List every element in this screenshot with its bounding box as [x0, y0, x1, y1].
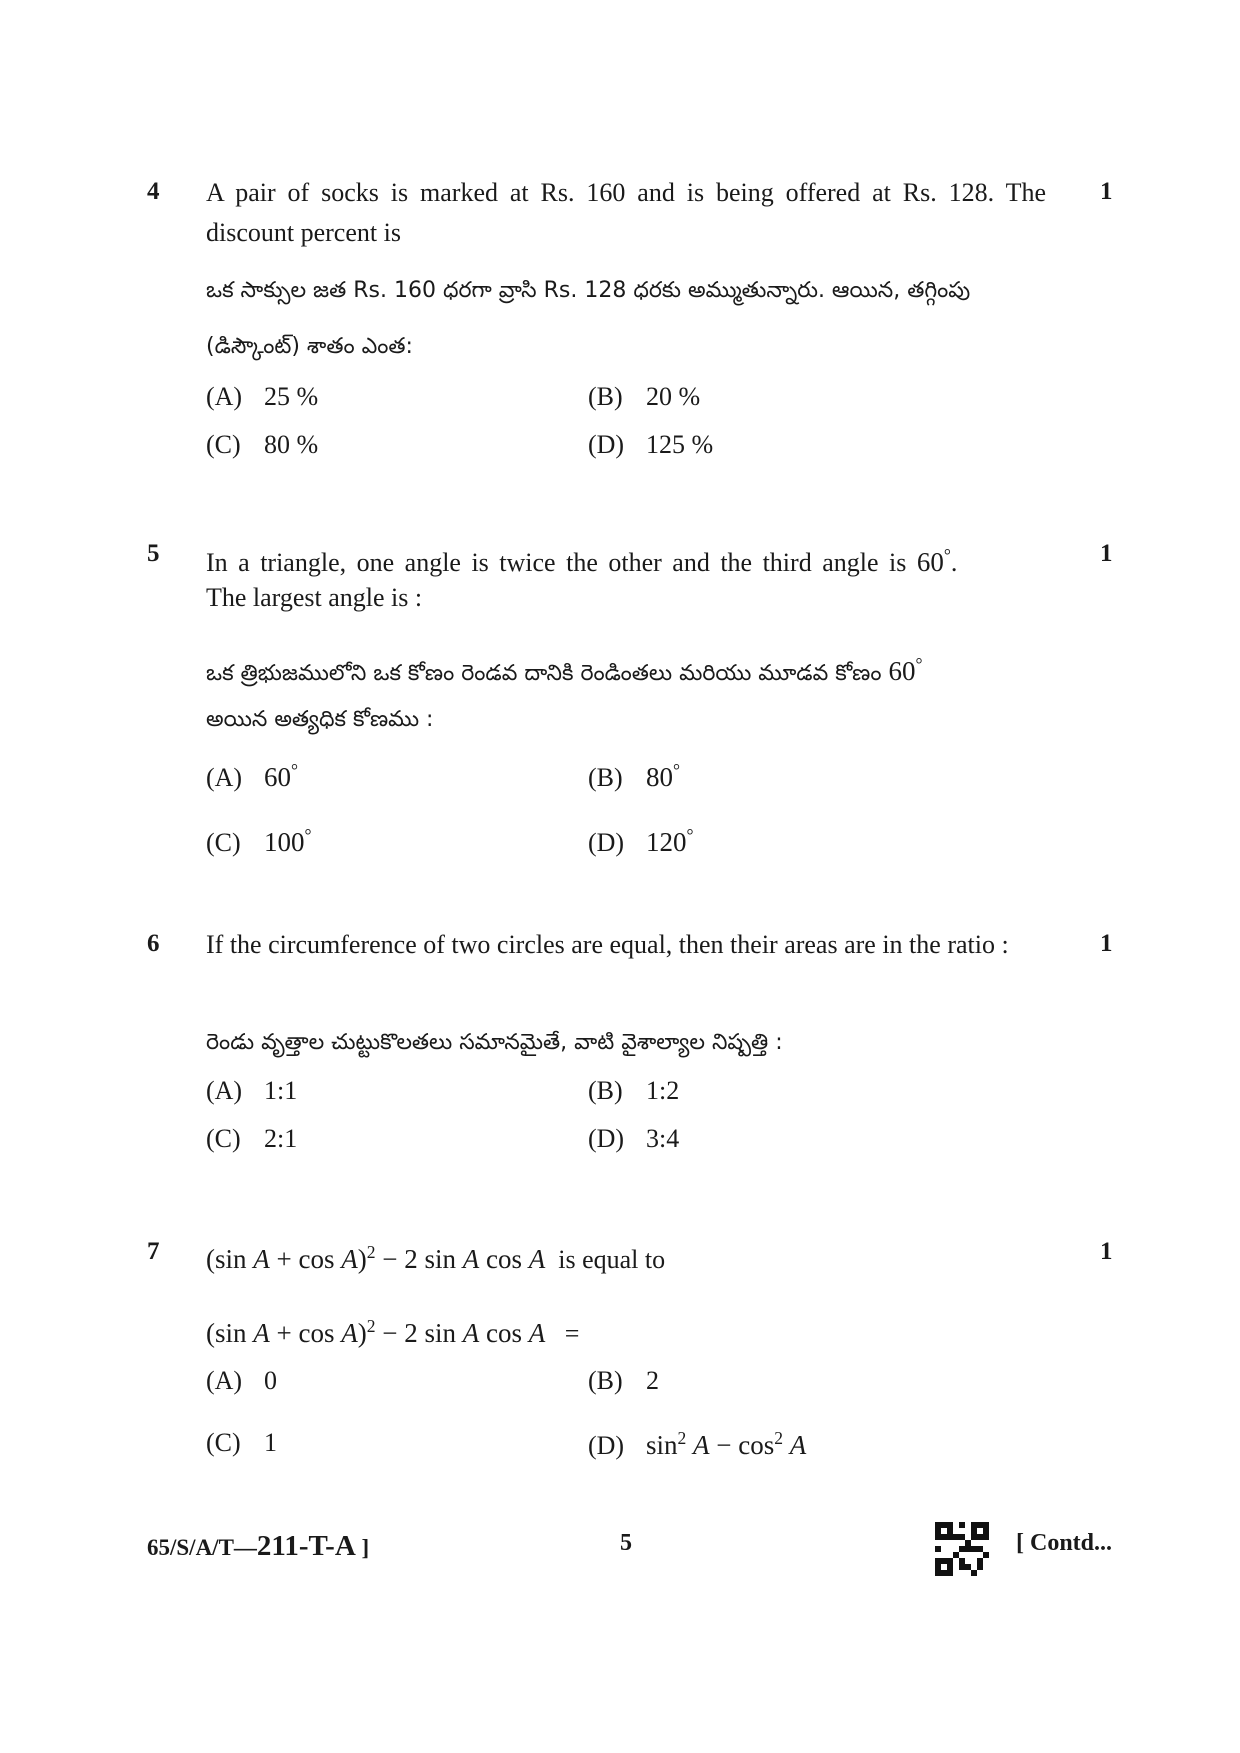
question-marks: 1	[1100, 178, 1113, 205]
option-d[interactable]	[588, 1124, 679, 1154]
option-text: 2	[646, 1366, 659, 1395]
option-label: (C)	[206, 430, 241, 459]
question-text-english-line-1: In a triangle, one angle is twice the other and the third angle is 60°.	[206, 545, 958, 577]
option-label: (A)	[206, 763, 243, 792]
trig-expression: (sin A + cos A)$^2$ − 2 sin A cos A	[206, 1242, 546, 1274]
option-label: (D)	[588, 430, 625, 459]
option-label: (D)	[588, 1124, 625, 1153]
option-a[interactable]	[206, 1076, 297, 1106]
option-label: (C)	[206, 1124, 241, 1153]
option-label: (B)	[588, 382, 623, 411]
option-text: 1	[264, 1428, 277, 1457]
angle-value: 60°	[888, 654, 923, 686]
option-label: (A)	[206, 1366, 243, 1395]
question-marks: 1	[1100, 1238, 1113, 1265]
option-label: (C)	[206, 1428, 241, 1457]
option-b[interactable]	[588, 760, 680, 793]
question-text-telugu: రెండు వృత్తాల చుట్టుకొలతలు సమానమైతే, వాటి వైశాల్యాల నిష్పత్తి :	[206, 1030, 783, 1055]
question-marks: 1	[1100, 930, 1113, 957]
question-text-telugu-line-1: ఒక సాక్సుల జత Rs. 160 ధరగా వ్రాసి Rs. 128 ధరకు అమ్ముతున్నారు. ఆయిన, తగ్గింపు	[206, 278, 971, 303]
equals-sign: =	[564, 1319, 580, 1348]
angle-value: 60°	[916, 545, 951, 577]
question-number: 5	[147, 540, 160, 567]
question-expression-english	[206, 1232, 1046, 1280]
option-text: 60°	[264, 760, 299, 792]
paper-code: 65/S/A/T—211-T-A ]	[147, 1530, 370, 1562]
question-expression-telugu	[206, 1306, 1046, 1354]
question-text-english: A pair of socks is marked at Rs. 160 and is being offered at Rs. 128. The discount percent is	[206, 178, 1046, 247]
question-text-english-line-2: The largest angle is :	[206, 583, 423, 612]
question-number: 7	[147, 1238, 160, 1265]
question-text: is equal to	[558, 1245, 666, 1274]
option-label: (A)	[206, 1076, 243, 1105]
question-marks: 1	[1100, 540, 1113, 567]
option-text: 80°	[646, 760, 681, 792]
option-text: 100°	[264, 825, 312, 857]
option-text: 2:1	[264, 1124, 298, 1153]
option-text: 120°	[646, 825, 694, 857]
question-number: 6	[147, 930, 160, 957]
option-a[interactable]	[206, 382, 318, 412]
option-text: $\sin^2 A - \cos^2 A$	[646, 1428, 807, 1460]
option-label: (A)	[206, 382, 243, 411]
option-a[interactable]	[206, 1366, 277, 1396]
option-text: 20 %	[646, 382, 701, 411]
option-text: 0	[264, 1366, 277, 1395]
option-a[interactable]	[206, 760, 298, 793]
option-text: 25 %	[264, 382, 319, 411]
option-label: (C)	[206, 828, 241, 857]
option-label: (D)	[588, 828, 625, 857]
option-text: 80 %	[264, 430, 319, 459]
option-b[interactable]	[588, 382, 700, 412]
option-c[interactable]	[206, 1124, 297, 1154]
option-c[interactable]	[206, 825, 312, 858]
option-d[interactable]	[588, 430, 713, 460]
option-d[interactable]	[588, 1428, 806, 1461]
option-label: (D)	[588, 1431, 625, 1460]
continued-note: [ Contd...	[1016, 1530, 1113, 1556]
page-number: 5	[620, 1530, 632, 1556]
option-label: (B)	[588, 763, 623, 792]
option-c[interactable]	[206, 1428, 277, 1458]
page-footer	[0, 1530, 1240, 1580]
option-text: 1:2	[646, 1076, 680, 1105]
option-label: (B)	[588, 1366, 623, 1395]
option-c[interactable]	[206, 430, 318, 460]
question-text-telugu-line-2: (డిస్కౌంట్) శాతం ఎంత:	[206, 334, 413, 359]
question-number: 4	[147, 178, 160, 205]
option-text: 125 %	[646, 430, 714, 459]
option-label: (B)	[588, 1076, 623, 1105]
question-text-telugu-line-2: అయిన అత్యధిక కోణము :	[206, 707, 434, 732]
question-text-english: If the circumference of two circles are equal, then their areas are in the ratio :	[206, 930, 1009, 959]
option-b[interactable]	[588, 1366, 659, 1396]
question-text: In a triangle, one angle is twice the other and the third angle is	[206, 548, 907, 577]
option-d[interactable]	[588, 825, 694, 858]
option-text: 3:4	[646, 1124, 680, 1153]
trig-expression: (sin A + cos A)$^2$ − 2 sin A cos A	[206, 1316, 546, 1348]
question-text-telugu-line-1: ఒక త్రిభుజములోని ఒక కోణం రెండవ దానికి రెండింతలు మరియు మూడవ కోణం 60°	[206, 654, 923, 686]
qr-code-icon	[935, 1522, 989, 1576]
option-text: 1:1	[264, 1076, 298, 1105]
option-b[interactable]	[588, 1076, 679, 1106]
